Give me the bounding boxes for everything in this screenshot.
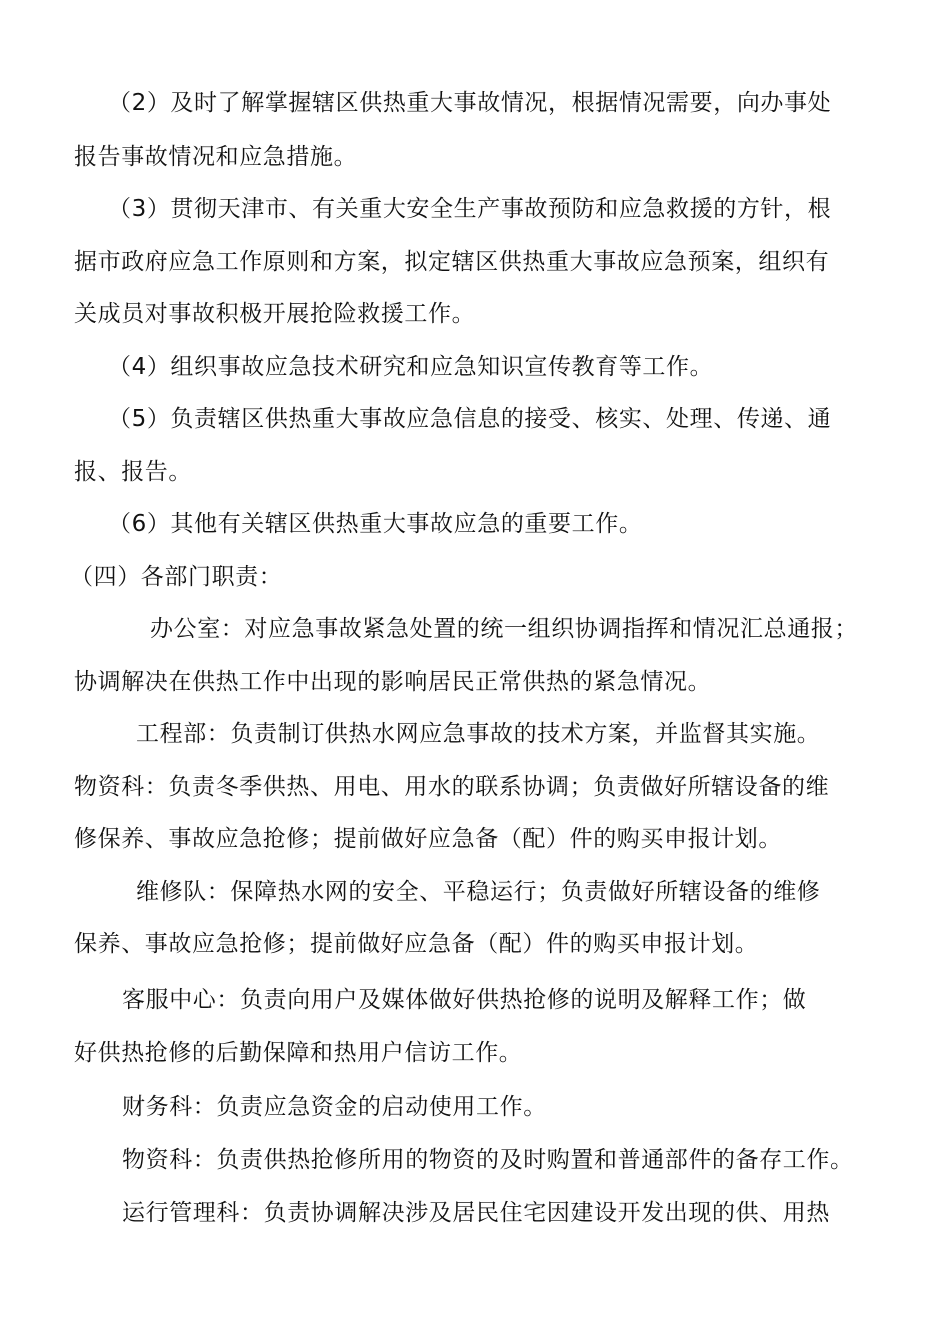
text-line: 物资科：负责供热抢修所用的物资的及时购置和普通部件的备存工作。 [122,1147,854,1173]
text-line: 据市政府应急工作原则和方案，拟定辖区供热重大事故应急预案，组织有 [74,249,830,275]
text-line: 报、报告。 [74,459,192,485]
text-line: 运行管理科：负责协调解决涉及居民住宅因建设开发出现的供、用热 [122,1200,830,1226]
text-line: （3）贯彻天津市、有关重大安全生产事故预防和应急救援的方针，根 [108,196,832,222]
text-line: （6）其他有关辖区供热重大事故应急的重要工作。 [108,511,643,537]
text-line: 维修队：保障热水网的安全、平稳运行；负责做好所辖设备的维修 [136,879,821,905]
text-line: 保养、事故应急抢修；提前做好应急备（配）件的购买申报计划。 [74,931,759,957]
text-line: （4）组织事故应急技术研究和应急知识宣传教育等工作。 [108,354,714,380]
text-line: （5）负责辖区供热重大事故应急信息的接受、核实、处理、传递、通 [108,406,832,432]
section-heading: （四）各部门职责： [70,564,283,590]
text-line: （2）及时了解掌握辖区供热重大事故情况，根据情况需要，向办事处 [108,90,832,116]
text-line: 客服中心：负责向用户及媒体做好供热抢修的说明及解释工作；做 [122,987,807,1013]
text-line: 财务科：负责应急资金的启动使用工作。 [122,1094,547,1120]
text-line: 好供热抢修的后勤保障和热用户信访工作。 [74,1040,523,1066]
text-line: 办公室：对应急事故紧急处置的统一组织协调指挥和情况汇总通报； [150,616,858,642]
text-line: 协调解决在供热工作中出现的影响居民正常供热的紧急情况。 [74,669,712,695]
text-line: 工程部：负责制订供热水网应急事故的技术方案，并监督其实施。 [136,721,821,747]
text-line: 关成员对事故积极开展抢险救援工作。 [74,301,476,327]
text-line: 物资科：负责冬季供热、用电、用水的联系协调；负责做好所辖设备的维 [74,774,830,800]
text-line: 报告事故情况和应急措施。 [74,144,358,170]
text-line: 修保养、事故应急抢修；提前做好应急备（配）件的购买申报计划。 [74,826,782,852]
